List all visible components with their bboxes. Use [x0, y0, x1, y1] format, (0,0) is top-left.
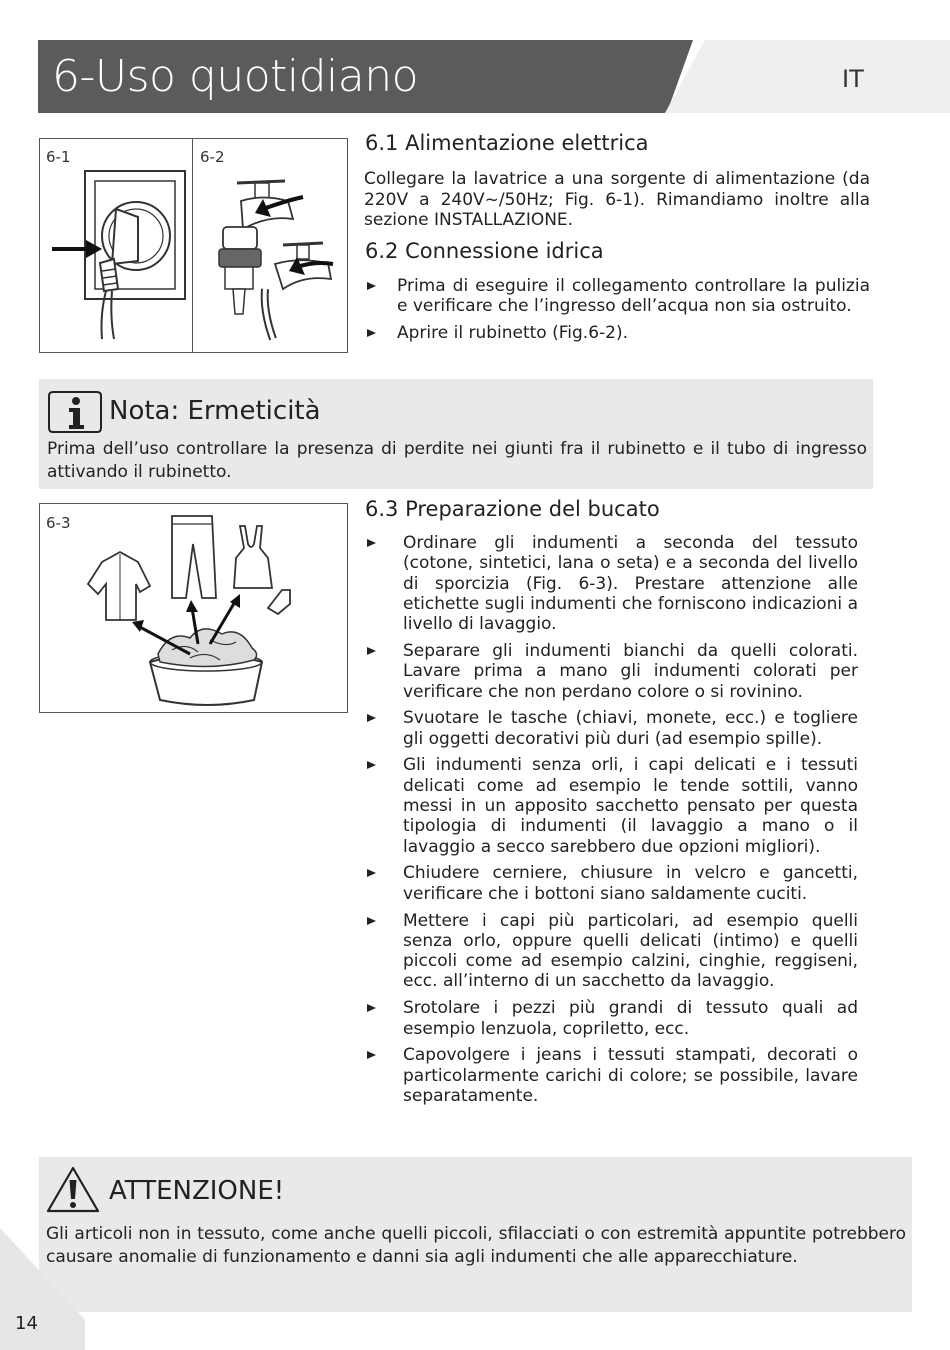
list-item: Svuotare le tasche (chiavi, monete, ecc.) e togliere gli oggetti decorativi più duri (ad esempio spille). — [366, 708, 858, 749]
warning-text: Gli articoli non in tessuto, come anche quelli piccoli, sfilacciati o con estremità appuntite potrebbero causare anomalie di funzionamento e danni sia agli indumenti che alle apparecchiature. — [46, 1224, 906, 1267]
bullet-marker-icon — [367, 714, 376, 722]
laundry-sorting-illustration — [40, 504, 347, 712]
warning-title: ATTENZIONE! — [109, 1176, 285, 1206]
figure-label: 6-2 — [200, 148, 225, 166]
section-6-1-text: Collegare la lavatrice a una sorgente di alimentazione (da 220V a 240V~/50Hz; Fig. 6-1). Rimandiamo inoltre alla sezione INSTALLAZIONE. — [364, 169, 870, 230]
section-6-3-heading: 6.3 Preparazione del bucato — [365, 497, 660, 521]
bullet-marker-icon — [367, 329, 376, 337]
header-language-tab — [665, 40, 950, 113]
page-number: 14 — [15, 1313, 38, 1334]
list-item: Prima di eseguire il collegamento controllare la pulizia e verificare che l’ingresso dell’acqua non sia ostruito. — [366, 276, 870, 317]
power-plug-illustration — [40, 139, 193, 352]
list-item: Gli indumenti senza orli, i capi delicati e i tessuti delicati come ad esempio le tende sottili, vanno messi in un apposito sacchetto pensato per questa tipologia di indumenti (il lavaggio a mano o il lavaggio a secco sarebbero due opzioni migliori). — [366, 755, 858, 856]
figure-label: 6-1 — [46, 148, 71, 166]
section-6-2-list — [366, 276, 870, 350]
list-item: Mettere i capi più particolari, ad esempio quelli senza orlo, oppure quelli delicati (intimo) e quelli piccoli come ad esempio calzini, cinghie, reggiseni, ecc. all’interno di un sacchetto da lavaggio. — [366, 911, 858, 992]
water-tap-illustration — [193, 139, 347, 352]
note-box — [39, 379, 873, 489]
list-item: Ordinare gli indumenti a seconda del tessuto (cotone, sintetici, lana o seta) e a seconda del livello di sporcizia (Fig. 6-3). Prestare attenzione alle etichette sugli indumenti che forniscono indicazioni a livello di lavaggio. — [366, 533, 858, 634]
warning-icon — [45, 1165, 101, 1215]
list-item: Chiudere cerniere, chiusure in velcro e gancetti, verificare che i bottoni siano saldamente cuciti. — [366, 863, 858, 904]
figure-6-3 — [39, 503, 348, 713]
bullet-marker-icon — [367, 1051, 376, 1059]
info-icon — [47, 390, 103, 434]
warning-box — [39, 1157, 912, 1312]
figure-label: 6-3 — [46, 514, 71, 532]
bullet-marker-icon — [367, 761, 376, 769]
list-item: Srotolare i pezzi più grandi di tessuto quali ad esempio lenzuola, copriletto, ecc. — [366, 998, 858, 1039]
list-item: Capovolgere i jeans i tessuti stampati, decorati o particolarmente carichi di colore; se possibile, lavare separatamente. — [366, 1045, 858, 1106]
bullet-marker-icon — [367, 917, 376, 925]
note-text: Prima dell’uso controllare la presenza di perdite nei giunti fra il rubinetto e il tubo di ingresso attivando il rubinetto. — [47, 439, 867, 482]
bullet-marker-icon — [367, 539, 376, 547]
language-label: IT — [842, 65, 864, 93]
section-6-2-heading: 6.2 Connessione idrica — [365, 239, 604, 263]
list-item: Aprire il rubinetto (Fig.6-2). — [366, 323, 870, 343]
bullet-marker-icon — [367, 282, 376, 290]
bullet-marker-icon — [367, 1004, 376, 1012]
section-6-1-heading: 6.1 Alimentazione elettrica — [365, 131, 649, 155]
bullet-marker-icon — [367, 647, 376, 655]
note-title: Nota: Ermeticità — [109, 396, 321, 426]
section-6-3-list — [366, 533, 858, 1113]
list-item: Separare gli indumenti bianchi da quelli colorati. Lavare prima a mano gli indumenti colorati per verificare che non perdano colore o si rovinino. — [366, 641, 858, 702]
bullet-marker-icon — [367, 869, 376, 877]
figure-6-2 — [192, 138, 348, 353]
page-title: 6-Uso quotidiano — [52, 51, 419, 102]
figure-6-1 — [39, 138, 194, 353]
